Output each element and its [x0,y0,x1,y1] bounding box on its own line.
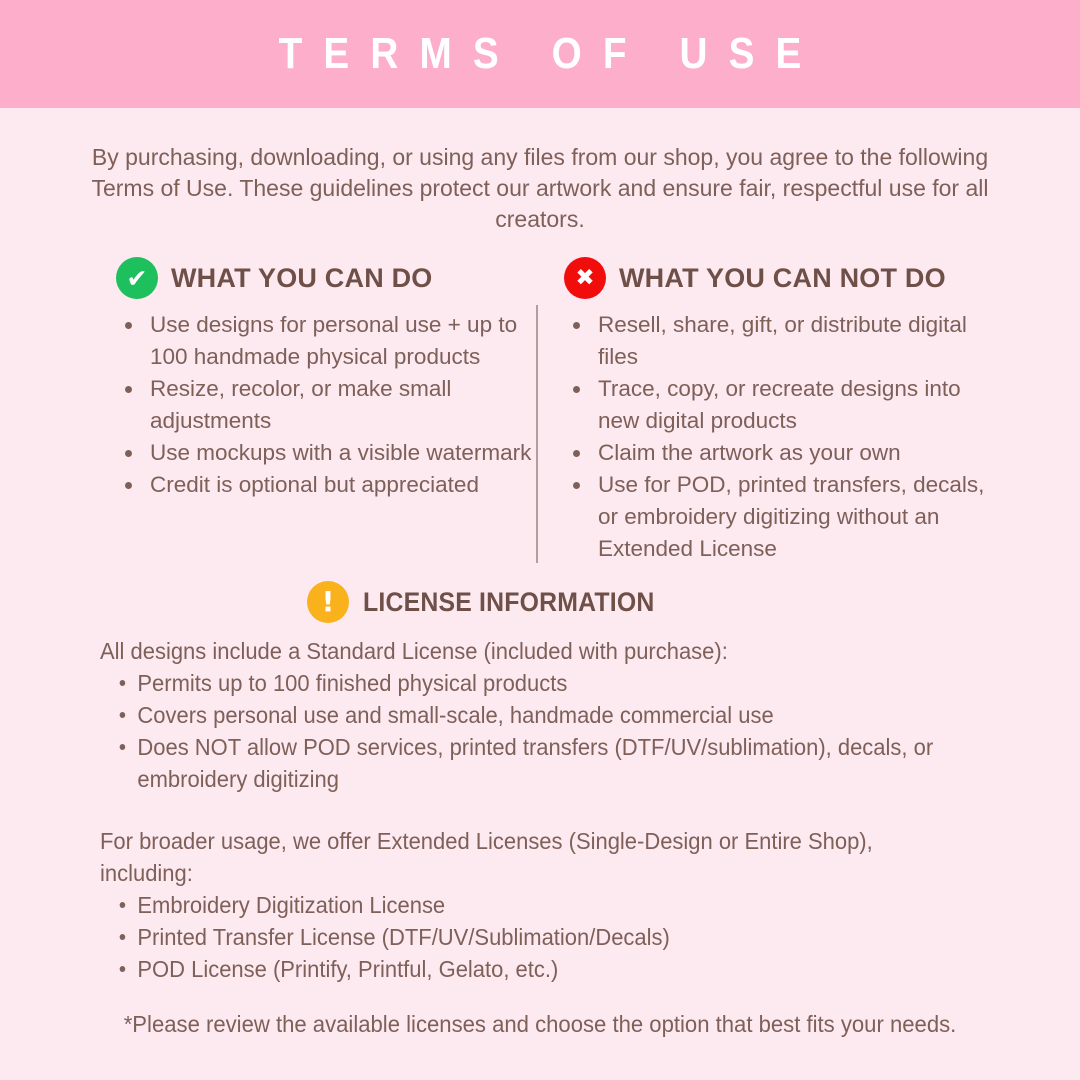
page-title: TERMS OF USE [278,29,823,78]
cannot-do-heading-row [564,257,988,299]
cannot-do-heading: WHAT YOU CAN NOT DO [619,262,946,293]
exclamation-circle-icon [307,581,349,623]
license-heading: LICENSE INFORMATION [363,586,655,617]
list-item: Claim the artwork as your own [564,437,988,469]
list-item: Trace, copy, or recreate designs into new digital products [564,373,988,437]
list-item: Resize, recolor, or make small adjustments [116,373,536,437]
x-circle-icon [564,257,606,299]
check-circle-icon [116,257,158,299]
check-glyph: ✔ [126,263,148,293]
list-item: Does NOT allow POD services, printed transfers (DTF/UV/sublimation), decals, or embroidery digitizing [100,731,979,795]
list-item: Covers personal use and small-scale, handmade commercial use [100,699,979,731]
list-item: Credit is optional but appreciated [116,469,536,501]
list-item: Use designs for personal use + up to 100 handmade physical products [116,309,536,373]
list-item: Use for POD, printed transfers, decals, or embroidery digitizing without an Extended License [564,469,988,565]
license-body [100,635,979,985]
extended-license-intro-line1: For broader usage, we offer Extended Licenses (Single-Design or Entire Shop), [100,828,873,854]
extended-license-intro-line2: including: [100,860,193,886]
list-item: Resell, share, gift, or distribute digital files [564,309,988,373]
list-item: Use mockups with a visible watermark [116,437,536,469]
can-do-heading: WHAT YOU CAN DO [171,262,433,293]
can-do-column [116,257,536,565]
license-section [0,581,1080,985]
list-item: Permits up to 100 finished physical products [100,667,979,699]
license-heading-row [307,581,1080,623]
can-do-heading-row [116,257,536,299]
list-item: POD License (Printify, Printful, Gelato, etc.) [100,953,979,985]
intro-paragraph: By purchasing, downloading, or using any files from our shop, you agree to the following Terms of Use. These guidelines protect our artwork and ensure fair, respectful use for all creators. [91,144,989,232]
x-glyph: ✖ [575,264,595,291]
standard-license-list [100,667,979,795]
dos-and-donts-section [116,257,988,565]
can-do-list [116,309,536,501]
cannot-do-column [538,257,988,565]
cannot-do-list [564,309,988,565]
standard-license-intro: All designs include a Standard License (included with purchase): [100,638,728,664]
footer-note: *Please review the available licenses and choose the option that best fits your needs. [123,1011,957,1037]
list-item: Embroidery Digitization License [100,889,979,921]
exclamation-glyph: ! [321,585,335,618]
extended-license-list [100,889,979,985]
list-item: Printed Transfer License (DTF/UV/Sublimation/Decals) [100,921,979,953]
title-banner [0,0,1080,108]
